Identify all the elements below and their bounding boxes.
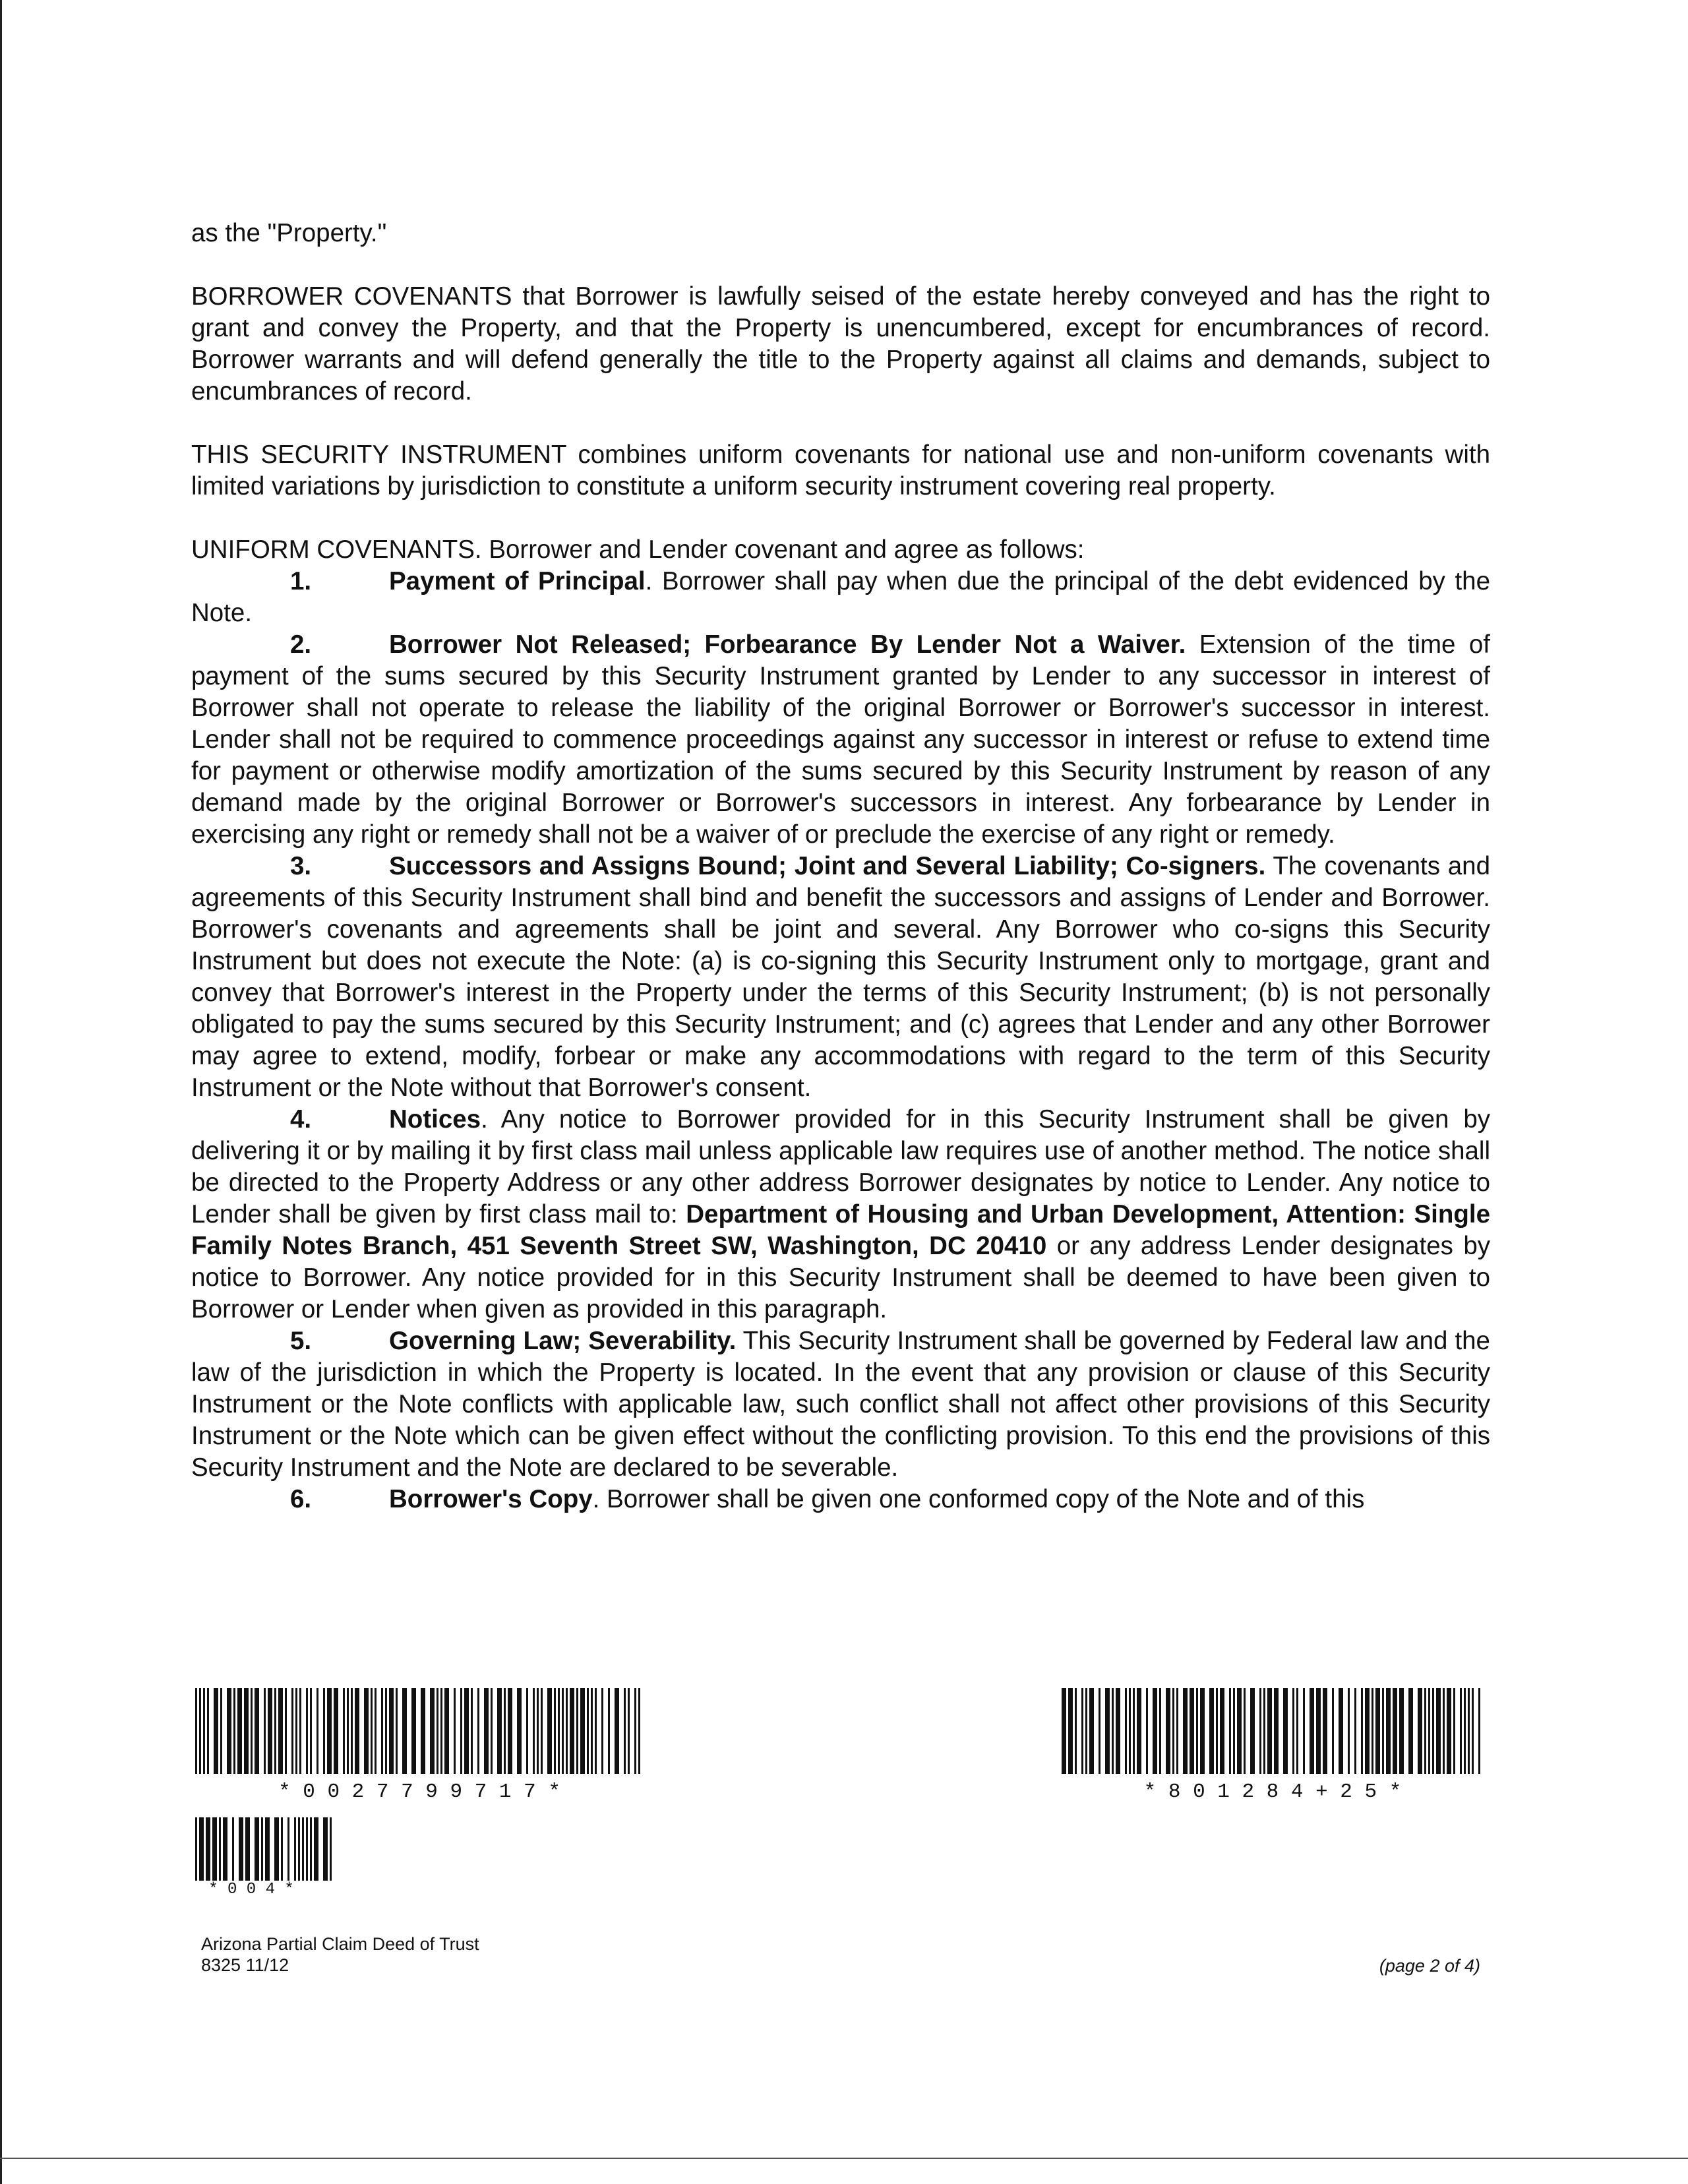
intro-line: as the "Property." — [191, 219, 387, 247]
covenant-title: Successors and Assigns Bound; Joint and Several Liability; Co-signers. — [389, 852, 1266, 880]
covenant-2 — [191, 629, 1490, 851]
covenant-4: 4. Notices. Any notice to Borrower provided for in this Security Instrument shall be given by delivering it or by mailing it by first class mail unless applicable law requires use of another method. The notice shall be directed to the Property Address or any other address Borrower designates by notice to Lender. Any notice to Lender shall be given by first class mail to: Department of Housing and Urban Development, Attention: Single Family Notes Branch, 451 Seventh Street SW, Washington, DC 20410 or any address Lender designates by notice to Borrower. Any notice provided for in this Security Instrument shall be deemed to have been given to Borrower or Lender when given as provided in this paragraph. — [191, 1105, 1491, 1323]
uniform-covenants-heading: UNIFORM COVENANTS. Borrower and Lender covenant and agree as follows: — [191, 535, 1085, 564]
covenant-title: Borrower Not Released; Forbearance By Lender Not a Waiver. — [389, 630, 1186, 659]
covenant-1: 1. Payment of Principal. Borrower shall pay when due the principal of the debt evidenced by the Note. — [191, 567, 1490, 627]
barcode-bars — [195, 1817, 336, 1881]
covenant-6: 6. Borrower's Copy. Borrower shall be given one conformed copy of the Note and of this — [191, 1484, 1490, 1515]
borrower-covenants-paragraph: BORROWER COVENANTS that Borrower is lawfully seised of the estate hereby conveyed and has the right to grant and convey the Property, and that the Property is unencumbered, except for encumbrances of record. Borrower warrants and will defend generally the title to the Property against all claims and demands, subject to encumbrances of record. — [191, 282, 1490, 406]
form-title: Arizona Partial Claim Deed of Trust — [201, 1934, 479, 1954]
barcode-small — [195, 1817, 336, 1898]
covenant-body-continued: or any address Lender designates by notice to Borrower. Any notice provided for in this Security Instrument shall be deemed to have been given to Borrower or Lender when given as provided in this paragraph. — [191, 1232, 1491, 1323]
covenant-title: Payment of Principal — [389, 567, 646, 595]
scan-edge-left — [0, 0, 2, 2184]
barcode-small-digits: * 0 0 4 * — [208, 1881, 294, 1898]
barcode-bars — [195, 1688, 644, 1774]
covenant-5 — [191, 1325, 1490, 1484]
covenant-number: 5. — [290, 1327, 312, 1355]
scan-edge-bottom — [0, 2158, 1688, 2159]
covenant-body: Borrower shall pay when due the principal of the debt evidenced by the Note. — [191, 567, 1490, 627]
covenant-body: The covenants and agreements of this Security Instrument shall bind and benefit the successors and assigns of Lender and Borrower. Borrower's covenants and agreements shall be joint and several. Any Borrower who co-signs this Security Instrument but does not execute the Note: (a) is co-signing this Security Instrument only to mortgage, grant and convey that Borrower's interest in the Property under the terms of this Security Instrument; (b) is not personally obligated to pay the sums secured by this Security Instrument; and (c) agrees that Lender and any other Borrower may agree to extend, modify, forbear or make any accommodations with regard to the term of this Security Instrument or the Note without that Borrower's consent. — [191, 852, 1490, 1102]
covenant-number: 3. — [290, 852, 312, 880]
covenant-title: Borrower's Copy — [389, 1485, 593, 1513]
covenant-number: 1. — [290, 567, 312, 595]
covenant-number: 6. — [290, 1485, 312, 1513]
covenant-number: 2. — [290, 630, 312, 659]
form-footer — [201, 1933, 479, 1976]
covenant-title: Notices — [389, 1105, 481, 1134]
barcode-right — [1062, 1688, 1484, 1804]
barcode-bars — [1062, 1688, 1484, 1774]
barcode-left — [195, 1688, 644, 1804]
covenant-title: Governing Law; Severability. — [389, 1327, 737, 1355]
barcode-left-digits: * 0 0 2 7 7 9 9 7 1 7 * — [278, 1780, 560, 1804]
body-text — [191, 218, 1490, 1515]
form-code: 8325 11/12 — [201, 1955, 289, 1975]
barcode-right-digits: * 8 0 1 2 8 4 + 2 5 * — [1143, 1780, 1402, 1804]
covenant-body: Any notice to Borrower provided for in this Security Instrument shall be given by delivering it or by mailing it by first class mail unless applicable law requires use of another method. The notice shall be directed to the Property Address or any other address Borrower designates by notice to Lender. Any notice to Lender shall be given by first class mail to: — [191, 1105, 1490, 1228]
covenant-number: 4. — [290, 1105, 312, 1134]
security-instrument-paragraph: THIS SECURITY INSTRUMENT combines uniform covenants for national use and non-uniform covenants with limited variations by jurisdiction to constitute a uniform security instrument covering real property. — [191, 440, 1490, 501]
covenant-body: This Security Instrument shall be governed by Federal law and the law of the jurisdiction in which the Property is located. In the event that any provision or clause of this Security Instrument or the Note conflicts with applicable law, such conflict shall not affect other provisions of this Security Instrument or the Note which can be given effect without the conflicting provision. To this end the provisions of this Security Instrument and the Note are declared to be severable. — [191, 1327, 1490, 1482]
page-number: (page 2 of 4) — [1379, 1956, 1480, 1976]
covenant-body: Borrower shall be given one conformed copy of the Note and of this — [607, 1485, 1365, 1513]
covenant-body: Extension of the time of payment of the sums secured by this Security Instrument granted by Lender to any successor in interest of Borrower shall not operate to release the liability of the original Borrower or Borrower's successor in interest. Lender shall not be required to commence proceedings against any successor in interest or refuse to extend time for payment or otherwise modify amortization of the sums secured by this Security Instrument by reason of any demand made by the original Borrower or Borrower's successors in interest. Any forbearance by Lender in exercising any right or remedy shall not be a waiver of or preclude the exercise of any right or remedy. — [191, 630, 1490, 849]
hud-address: Department of Housing and Urban Development, Attention: Single Family Notes Branch, 451 Seventh Street SW, Washington, DC 20410 — [191, 1200, 1490, 1260]
covenant-3 — [191, 851, 1490, 1104]
